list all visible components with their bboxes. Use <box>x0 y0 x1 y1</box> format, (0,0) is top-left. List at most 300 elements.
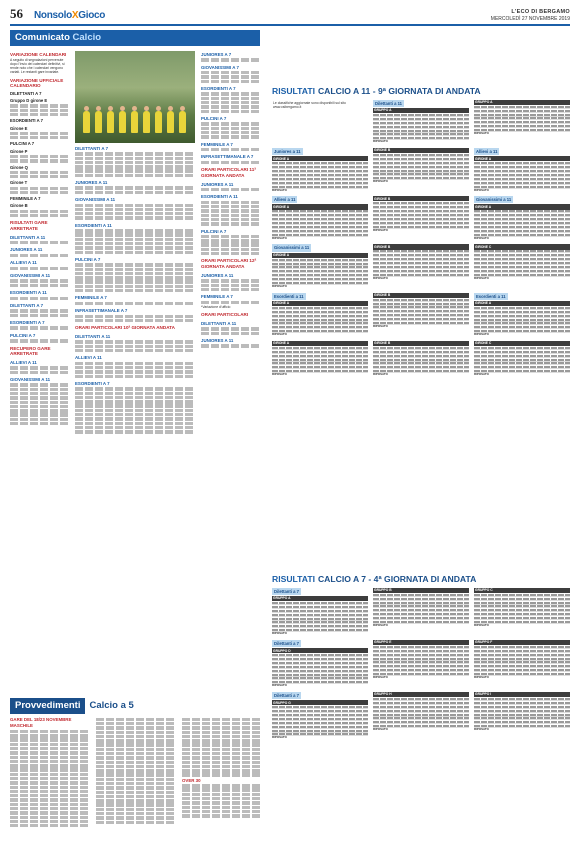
riposa-line: RIPOSATO <box>373 372 388 377</box>
group-header: GRUPPO I <box>474 692 570 697</box>
match-teams <box>272 366 368 368</box>
match-teams <box>272 230 368 232</box>
text-block <box>201 301 260 304</box>
category-heading: PULCINI A 7 <box>201 115 227 121</box>
result-block <box>474 692 570 740</box>
group-header: GRUPPO E <box>373 640 469 645</box>
match-teams <box>373 173 469 175</box>
match-teams <box>474 362 570 364</box>
result-block <box>373 640 469 688</box>
riposa-line: RIPOSATO <box>474 372 489 377</box>
text-block <box>10 267 69 270</box>
category-heading: JUNIORES A 11 <box>75 180 108 186</box>
match-teams <box>373 130 469 132</box>
subheading: Girone P <box>10 148 28 154</box>
result-block <box>272 588 368 636</box>
match-teams <box>272 730 368 732</box>
match-teams <box>373 154 469 156</box>
result-block <box>373 588 469 636</box>
result-block <box>474 100 570 144</box>
riposa-line: RIPOSATO <box>272 283 287 288</box>
group-header: GIRONE C <box>474 244 570 249</box>
group-header: GIRONE A <box>272 301 368 306</box>
player-figure <box>95 111 102 133</box>
player-figure <box>179 111 186 133</box>
text-block <box>75 152 195 177</box>
player-figure <box>143 111 150 133</box>
match-teams <box>474 121 570 123</box>
match-teams <box>272 178 368 180</box>
text-block <box>182 784 262 817</box>
text-block <box>96 718 176 824</box>
match-teams <box>272 666 368 668</box>
match-teams <box>474 311 570 313</box>
match-teams <box>373 202 469 204</box>
text-block <box>75 362 195 378</box>
player-figure <box>131 111 138 133</box>
match-teams <box>373 714 469 716</box>
match-teams <box>474 322 570 324</box>
result-block <box>272 640 368 688</box>
communicato-columns <box>10 49 260 435</box>
group-header: GRUPPO A <box>373 108 469 113</box>
result-block <box>373 100 469 144</box>
match-teams <box>272 270 368 272</box>
match-teams <box>373 122 469 124</box>
result-block <box>272 244 368 288</box>
riposa-line: RIPOSATO <box>272 735 287 740</box>
text-block <box>10 132 69 140</box>
match-teams <box>474 170 570 172</box>
match-teams <box>474 609 570 611</box>
riposa-line: RIPOSATO <box>272 235 287 240</box>
match-teams <box>474 665 570 667</box>
group-header: GIRONE A <box>474 156 570 161</box>
match-teams <box>272 359 368 361</box>
match-teams <box>474 617 570 619</box>
text-block <box>10 171 69 179</box>
match-teams <box>272 722 368 724</box>
category-tag: Esordienti a 11 <box>476 293 506 299</box>
match-teams <box>373 654 469 656</box>
category-heading: MASCHILE <box>10 723 33 729</box>
match-teams <box>272 307 368 309</box>
paper-name: L'ECO DI BERGAMO <box>511 8 570 15</box>
match-teams <box>373 250 469 252</box>
group-header: GIRONE A <box>474 301 570 306</box>
match-teams <box>474 230 570 232</box>
category-heading: DILETTANTI A 7 <box>75 145 109 151</box>
result-block <box>474 640 570 688</box>
category-heading: GIOVANISSIMI A 11 <box>75 197 116 203</box>
match-teams <box>373 318 469 320</box>
issue-date: MERCOLEDÌ 27 NOVEMBRE 2019 <box>490 15 570 22</box>
match-teams <box>373 347 469 349</box>
match-teams <box>474 714 570 716</box>
match-teams <box>474 605 570 607</box>
match-teams <box>474 258 570 260</box>
text-block <box>201 71 260 83</box>
match-teams <box>474 319 570 321</box>
match-teams <box>373 306 469 308</box>
match-teams <box>373 698 469 700</box>
category-heading: JUNIORES A 11 <box>201 181 234 187</box>
category-tag: Dilettanti a 7 <box>274 692 299 698</box>
communicato-col-1 <box>10 49 69 435</box>
riposa-line: RIPOSATO <box>373 675 388 680</box>
match-teams <box>373 362 469 364</box>
match-teams <box>474 366 570 368</box>
match-teams <box>272 351 368 353</box>
text-block <box>10 297 69 300</box>
text-block <box>10 730 90 828</box>
category-heading: DILETTANTI A 11 <box>75 333 111 339</box>
match-teams <box>272 210 368 212</box>
result-block <box>474 196 570 240</box>
text-block <box>75 186 195 194</box>
category-tag: Dilettanti a 7 <box>274 640 299 646</box>
result-block <box>474 588 570 636</box>
category-heading: DILETTANTI A 11 <box>201 320 237 326</box>
text-block <box>10 339 69 342</box>
category-tag: Giovanissimi a 11 <box>476 197 512 203</box>
match-teams <box>373 658 469 660</box>
group-header: GIRONE A <box>272 341 368 346</box>
text-block <box>75 229 195 254</box>
group-header: GIRONE B <box>373 148 469 153</box>
category-heading: DILETTANTI A 7 <box>10 302 44 308</box>
match-teams <box>272 266 368 268</box>
results-11-grid <box>272 100 570 377</box>
match-teams <box>474 661 570 663</box>
match-teams <box>474 174 570 176</box>
riposa-line: RIPOSATO <box>474 275 489 280</box>
riposa-line: RIPOSATO <box>373 179 388 184</box>
text-block <box>10 383 69 425</box>
match-teams <box>373 310 469 312</box>
match-teams <box>272 677 368 679</box>
match-teams <box>373 706 469 708</box>
heading: RECUPERO GARE ARRETRATE <box>10 345 51 357</box>
match-teams <box>474 117 570 119</box>
paper-info <box>491 9 570 22</box>
match-teams <box>272 218 368 220</box>
category-tag: Dilettanti a 11 <box>375 100 402 106</box>
group-header: GRUPPO G <box>272 700 368 705</box>
match-teams <box>474 702 570 704</box>
riposa-line: RIPOSATO <box>272 683 287 688</box>
match-teams <box>373 646 469 648</box>
match-teams <box>373 609 469 611</box>
heading: RISULTATI GARE ARRETRATE <box>10 220 48 231</box>
match-teams <box>272 274 368 276</box>
match-teams <box>373 721 469 723</box>
category-tag: Juniores a 11 <box>274 148 301 154</box>
subheading: Girone B <box>10 203 28 209</box>
category-heading: JUNIORES A 11 <box>10 247 43 253</box>
category-heading: FEMMINILE A 7 <box>201 294 233 300</box>
result-block <box>272 692 368 740</box>
match-teams <box>373 270 469 272</box>
text-block <box>201 148 260 151</box>
text-block <box>10 254 69 257</box>
result-block <box>373 341 469 377</box>
text-block <box>201 201 260 226</box>
match-teams <box>474 210 570 212</box>
match-teams <box>474 602 570 604</box>
match-teams <box>474 646 570 648</box>
player-figure <box>83 111 90 133</box>
match-teams <box>373 222 469 224</box>
text-block <box>201 188 260 191</box>
subheading: Girone Q <box>10 164 28 170</box>
category-heading: ESORDIENTI A 11 <box>10 290 47 296</box>
riposa-line: RIPOSATO <box>474 187 489 192</box>
match-teams <box>272 166 368 168</box>
match-teams <box>272 726 368 728</box>
match-teams <box>272 662 368 664</box>
match-teams <box>272 278 368 280</box>
match-teams <box>373 262 469 264</box>
masthead <box>10 6 570 26</box>
riposa-line: RIPOSATO <box>272 332 287 337</box>
riposa-line: RIPOSATO <box>272 631 287 636</box>
group-header: GIRONE B <box>373 293 469 298</box>
match-teams <box>474 214 570 216</box>
section-brand: NonsoloXGioco <box>34 9 106 21</box>
results-7-grid <box>272 588 570 740</box>
results-7-header: RISULTATI CALCIO A 7 - 4ª GIORNATA DI ANDATA <box>272 574 477 584</box>
match-teams <box>474 178 570 180</box>
category-heading: FEMMINILE A 7 <box>201 141 233 147</box>
match-teams <box>373 206 469 208</box>
match-teams <box>373 702 469 704</box>
match-teams <box>474 222 570 224</box>
match-teams <box>272 674 368 676</box>
group-header: GIRONE B <box>373 196 469 201</box>
match-teams <box>373 314 469 316</box>
match-teams <box>373 661 469 663</box>
subheading: DILETTANTI A 7 <box>10 91 42 97</box>
riposa-line: RIPOSATO <box>373 622 388 627</box>
text-block <box>201 344 260 347</box>
player-figure <box>107 111 114 133</box>
communicato-col-2 <box>75 49 195 435</box>
match-teams <box>272 606 368 608</box>
match-teams <box>373 598 469 600</box>
provvedimenti-col-1 <box>10 717 90 828</box>
match-teams <box>474 125 570 127</box>
text-block <box>10 366 69 374</box>
match-teams <box>272 706 368 708</box>
riposa-line: RIPOSATO <box>474 622 489 627</box>
match-teams <box>272 710 368 712</box>
match-teams <box>474 218 570 220</box>
riposa-line: RIPOSATO <box>272 372 287 377</box>
text-block <box>10 155 69 163</box>
heading: ORARI PARTICOLARI 10ª GIORNATA ANDATA <box>75 325 175 331</box>
group-header: GRUPPO F <box>474 640 570 645</box>
match-teams <box>272 315 368 317</box>
match-teams <box>373 359 469 361</box>
category-heading: GIOVANISSIMI A 11 <box>10 273 51 279</box>
page-body <box>10 26 570 844</box>
category-heading: INFRASETTIMANALE A 7 <box>201 154 254 160</box>
category-heading: PULCINI A 7 <box>10 332 36 338</box>
result-block <box>474 148 570 192</box>
match-teams <box>474 721 570 723</box>
result-block <box>474 293 570 337</box>
match-teams <box>272 259 368 261</box>
riposa-line: RIPOSATO <box>474 727 489 732</box>
match-teams <box>373 266 469 268</box>
match-teams <box>474 250 570 252</box>
results-11-section <box>272 86 570 377</box>
category-heading: OVER 30 <box>182 777 201 783</box>
match-teams <box>373 166 469 168</box>
match-teams <box>272 625 368 627</box>
subheading: FEMMINILE A 7 <box>10 196 41 202</box>
match-teams <box>272 355 368 357</box>
riposa-line: RIPOSATO <box>373 727 388 732</box>
category-heading: DILETTANTI A 11 <box>10 234 46 240</box>
match-teams <box>474 307 570 309</box>
group-header: GIRONE B <box>373 341 469 346</box>
riposa-line: RIPOSATO <box>474 131 489 136</box>
text-block <box>10 309 69 317</box>
results-11-header: RISULTATI CALCIO A 11 - 9ª GIORNATA DI ANDATA <box>272 86 481 96</box>
match-teams <box>272 326 368 328</box>
match-teams <box>373 158 469 160</box>
category-heading: JUNIORES A 11 <box>201 272 234 278</box>
group-header: GIRONE C <box>474 341 570 346</box>
match-teams <box>272 610 368 612</box>
match-teams <box>272 170 368 172</box>
match-teams <box>373 218 469 220</box>
match-teams <box>474 166 570 168</box>
match-teams <box>474 650 570 652</box>
match-teams <box>272 319 368 321</box>
match-teams <box>373 355 469 357</box>
group-header: GRUPPO A <box>272 596 368 601</box>
text-block <box>10 326 69 329</box>
text-block <box>10 210 69 218</box>
match-teams <box>474 359 570 361</box>
text-block <box>201 327 260 335</box>
match-teams <box>373 114 469 116</box>
match-teams <box>474 598 570 600</box>
match-teams <box>474 315 570 317</box>
riposa-line: RIPOSATO <box>272 187 287 192</box>
match-teams <box>272 182 368 184</box>
riposa-line: RIPOSATO <box>373 139 388 144</box>
category-heading: ESORDIENTI A 11 <box>75 222 112 228</box>
match-teams <box>474 226 570 228</box>
category-tag: Allievi a 11 <box>476 148 498 154</box>
text-block <box>10 187 69 195</box>
category-heading: PULCINI A 7 <box>201 228 227 234</box>
team-photo <box>75 51 195 143</box>
match-teams <box>373 617 469 619</box>
match-teams <box>474 182 570 184</box>
match-teams <box>272 618 368 620</box>
match-teams <box>272 362 368 364</box>
group-header: GRUPPO D <box>272 648 368 653</box>
group-header: GRUPPO A <box>474 100 570 105</box>
player-figure <box>119 111 126 133</box>
match-teams <box>474 706 570 708</box>
group-header: GIRONE A <box>272 156 368 161</box>
category-heading: PULCINI A 7 <box>75 256 101 262</box>
date-heading: GARE DEL 18/23 NOVEMBRE <box>10 716 72 722</box>
match-teams <box>474 658 570 660</box>
match-teams <box>272 226 368 228</box>
match-teams <box>474 270 570 272</box>
category-heading: INFRASETTIMANALE A 7 <box>75 308 128 314</box>
communicato-section <box>10 30 260 434</box>
match-teams <box>373 162 469 164</box>
text-block <box>201 279 260 291</box>
result-block <box>272 341 368 377</box>
category-heading: ESORDIENTI A 7 <box>10 319 45 325</box>
match-teams <box>272 311 368 313</box>
subheading: Gruppo D girone E <box>10 98 48 104</box>
match-teams <box>272 621 368 623</box>
match-teams <box>272 714 368 716</box>
match-teams <box>272 602 368 604</box>
match-teams <box>474 114 570 116</box>
heading: ORARI PARTICOLARI <box>201 312 249 318</box>
result-block <box>373 293 469 337</box>
text-block <box>201 92 260 113</box>
group-header: GRUPPO C <box>474 588 570 593</box>
classifiche-note: Le classifiche aggiornate sono disponibili sul sito www.csibergamo.it <box>273 100 346 109</box>
result-block <box>474 244 570 288</box>
category-heading: ALLIEVI A 11 <box>10 260 37 266</box>
match-teams <box>474 613 570 615</box>
category-tag: Esordienti a 11 <box>274 293 304 299</box>
match-teams <box>373 669 469 671</box>
match-teams <box>272 214 368 216</box>
match-teams <box>474 717 570 719</box>
result-block <box>373 244 469 288</box>
group-header: GIRONE B <box>373 244 469 249</box>
result-block <box>373 148 469 192</box>
result-block <box>272 196 368 240</box>
riposa-line: RIPOSATO <box>474 332 489 337</box>
results-7-section <box>272 574 570 740</box>
subheading: ESORDIENTI A 7 <box>10 118 43 124</box>
match-teams <box>474 594 570 596</box>
match-teams <box>373 710 469 712</box>
intro-text: A seguito di segnalazioni pervenute dopo l'invio dei calendari definitivi, si rende noto che i calendari vengono variati. Le restanti gare invariate. <box>10 57 65 75</box>
match-teams <box>373 126 469 128</box>
match-teams <box>474 326 570 328</box>
category-heading: ESORDIENTI A 11 <box>201 194 238 200</box>
riposa-line: RIPOSATO <box>373 227 388 232</box>
category-heading: ALLIEVI A 11 <box>10 359 37 365</box>
match-teams <box>272 614 368 616</box>
match-teams <box>474 162 570 164</box>
text-block <box>10 104 69 116</box>
subheading: Girone E <box>10 125 28 131</box>
note-text: *Variazione d'ufficio <box>201 304 231 309</box>
match-teams <box>272 718 368 720</box>
heading: ORARI PARTICOLARI 12ª GIORNATA ANDATA <box>201 258 257 270</box>
match-teams <box>373 214 469 216</box>
group-header: GIRONE A <box>272 253 368 258</box>
match-teams <box>373 613 469 615</box>
